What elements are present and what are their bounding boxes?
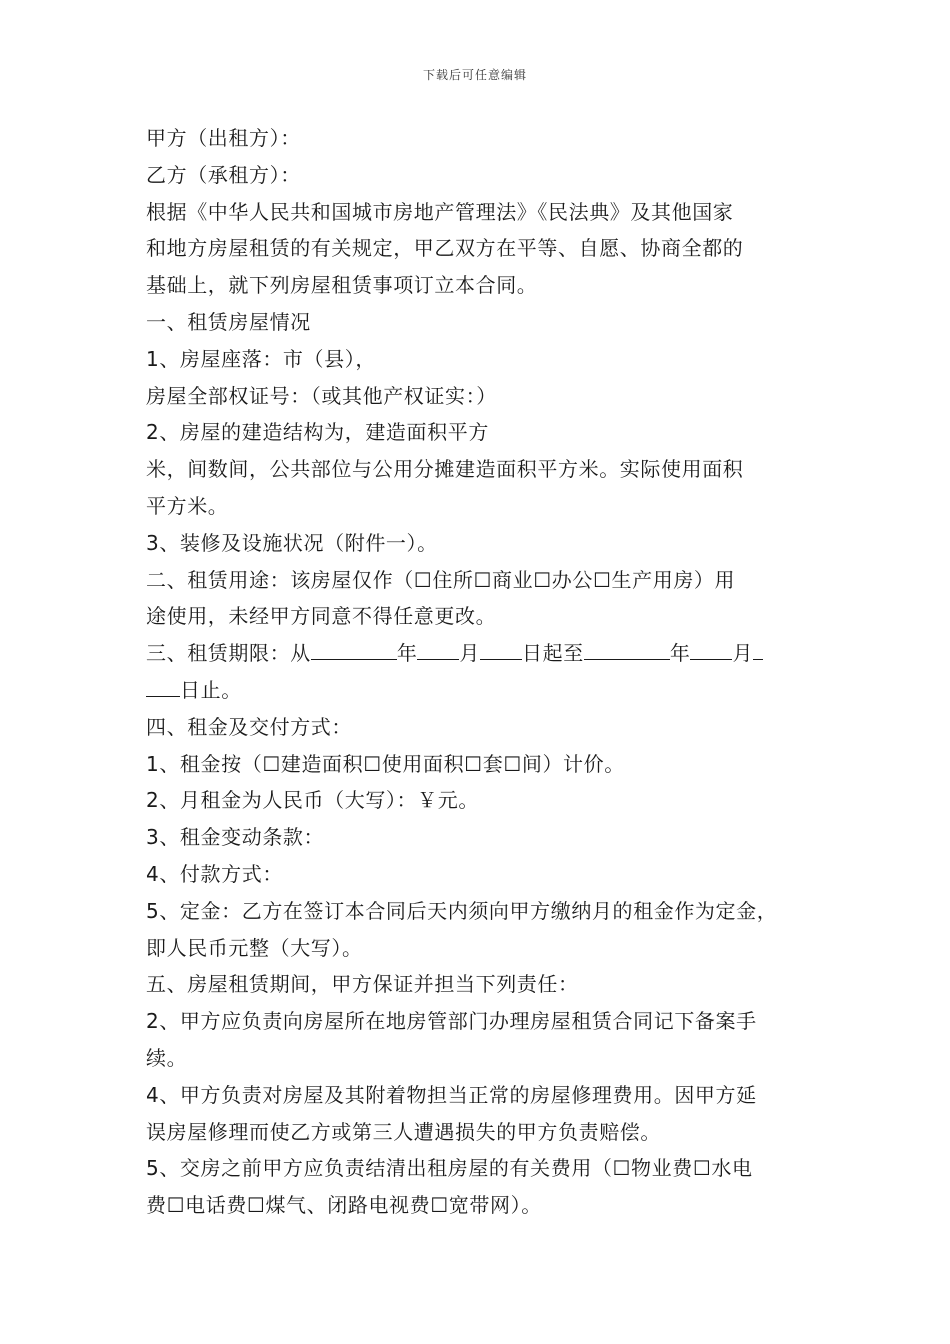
text-line: 误房屋修理而使乙方或第三人遭遇损失的甲方负责赔偿。 xyxy=(146,1119,661,1144)
section-heading: 五、房屋租赁期间，甲方保证并担当下列责任： xyxy=(146,972,579,997)
section-heading: 一、租赁房屋情况 xyxy=(146,309,311,334)
text-line: 4、付款方式： xyxy=(146,861,283,886)
text-line: 和地方房屋租赁的有关规定，甲乙双方在平等、自愿、协商全都的 xyxy=(146,236,744,261)
end-day-blank-continued[interactable] xyxy=(146,676,180,697)
text-line: 即人民币元整（大写）。 xyxy=(146,935,363,960)
start-day-blank[interactable] xyxy=(480,639,522,660)
end-day-blank[interactable] xyxy=(753,639,763,660)
text-line: 5、交房之前甲方应负责结清出租房屋的有关费用（☐物业费☐水电 xyxy=(146,1156,753,1181)
text-line: 米，间数间，公共部位与公用分摊建造面积平方米。实际使用面积 xyxy=(146,457,744,482)
start-month-blank[interactable] xyxy=(417,639,459,660)
page-header: 下载后可任意编辑 xyxy=(422,68,527,82)
text-line: 5、定金：乙方在签订本合同后天内须向甲方缴纳月的租金作为定金， xyxy=(146,898,778,923)
term-month-label: 月 xyxy=(732,641,754,666)
text-line: 3、装修及设施状况（附件一）。 xyxy=(146,530,438,555)
text-line: 3、租金变动条款： xyxy=(146,825,325,850)
end-year-blank[interactable] xyxy=(584,639,670,660)
term-day-to-label: 日起至 xyxy=(522,641,584,666)
term-year-label: 年 xyxy=(396,641,418,666)
text-line: 平方米。 xyxy=(146,493,229,518)
section-heading: 四、租金及交付方式： xyxy=(146,714,352,739)
lease-term-line-end xyxy=(146,672,814,709)
text-line: 根据《中华人民共和国城市房地产管理法》《民法典》及其他国家 xyxy=(146,199,734,224)
start-year-blank[interactable] xyxy=(311,639,397,660)
text-line: 2、甲方应负责向房屋所在地房管部门办理房屋租赁合同记下备案手 xyxy=(146,1009,757,1034)
text-line: 甲方（出租方）： xyxy=(146,126,301,150)
text-line: 乙方（承租方）： xyxy=(146,162,301,187)
text-line: 房屋全部权证号：（或其他产权证实：） xyxy=(146,383,497,408)
section-heading: 二、租赁用途：该房屋仅作（☐住所☐商业☐办公☐生产用房）用 xyxy=(146,567,736,592)
term-end-label: 日止。 xyxy=(180,677,242,702)
contract-body xyxy=(146,120,814,1224)
text-line: 途使用，未经甲方同意不得任意更改。 xyxy=(146,604,497,629)
text-line: 续。 xyxy=(146,1045,188,1070)
term-year-label: 年 xyxy=(669,641,691,666)
text-line: 基础上，就下列房屋租赁事项订立本合同。 xyxy=(146,273,538,298)
text-line: 1、房屋座落：市（县）， xyxy=(146,346,376,371)
text-line: 2、房屋的建造结构为，建造面积平方 xyxy=(146,420,489,445)
text-line: 费☐电话费☐煤气、闭路电视费☐宽带网）。 xyxy=(146,1193,542,1218)
term-prefix: 三、租赁期限：从 xyxy=(146,641,311,666)
end-month-blank[interactable] xyxy=(690,639,732,660)
lease-term-line xyxy=(146,635,814,672)
term-month-label: 月 xyxy=(459,641,481,666)
text-line: 2、月租金为人民币（大写）：￥元。 xyxy=(146,788,479,813)
text-line: 1、租金按（☐建造面积☐使用面积☐套☐间）计价。 xyxy=(146,751,625,776)
text-line: 4、甲方负责对房屋及其附着物担当正常的房屋修理费用。因甲方延 xyxy=(146,1082,757,1107)
